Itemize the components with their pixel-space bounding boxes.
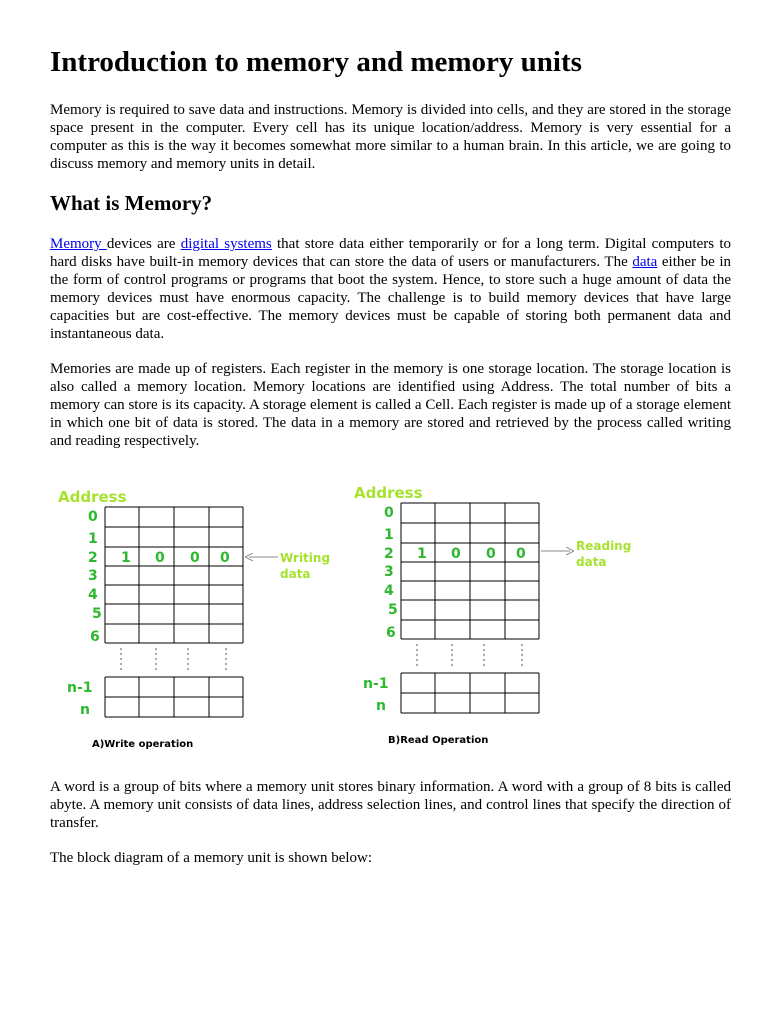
row-label-n-minus-1: n-1: [363, 676, 389, 692]
bit-cell: 0: [486, 546, 496, 562]
page-title: Introduction to memory and memory units: [50, 46, 582, 78]
row-label-5: 5: [92, 606, 102, 622]
row-label-0: 0: [384, 505, 394, 521]
read-caption: B)Read Operation: [388, 735, 489, 746]
address-label: Address: [354, 484, 423, 502]
memory-link[interactable]: Memory: [50, 236, 107, 252]
block-diagram-intro: The block diagram of a memory unit is shown below:: [50, 850, 373, 866]
section-heading: What is Memory?: [50, 191, 213, 215]
row-label-n: n: [376, 698, 386, 714]
row-label-1: 1: [88, 531, 98, 547]
intro-paragraph: Memory is required to save data and instructions. Memory is divided into cells, and they are stored in the storage space present in the computer. Every cell has its unique location/address. Memory is very essential for a computer as this is the way it becomes somewhat more similar to a human brain. In this article, we are going to discuss memory and memory units in detail.: [50, 102, 731, 172]
row-label-3: 3: [88, 568, 98, 584]
read-arrow-label: data: [576, 555, 607, 569]
row-label-n: n: [80, 702, 90, 718]
write-operation-diagram: [58, 488, 330, 750]
row-label-0: 0: [88, 509, 98, 525]
bit-cell: 0: [155, 550, 165, 566]
bit-cell: 1: [417, 546, 427, 562]
row-label-2: 2: [88, 550, 98, 566]
data-link[interactable]: data: [632, 254, 658, 270]
read-arrow-label: Reading: [576, 539, 632, 553]
bit-cell: 1: [121, 550, 131, 566]
word-paragraph: A word is a group of bits where a memory unit stores binary information. A word with a group of 8 bits is called abyte. A memory unit consists of data lines, address selection lines, and control lines that specify the direction of transfer.: [50, 779, 731, 831]
write-arrow-label: data: [280, 567, 311, 581]
bit-cell: 0: [516, 546, 526, 562]
row-label-1: 1: [384, 527, 394, 543]
para2-text-c: either be in the form of control programs or programs that boot the system. Hence, to store such a huge amount of data the memory devices must have enormous capacity. The challenge is to build memory devices that have large capacities but are cost-effective. The memory devices must be capable of storing both permanent data and instantaneous data.: [50, 254, 731, 342]
registers-paragraph: Memories are made up of registers. Each register in the memory is one storage location. The storage location is also called a memory location. Memory locations are identified using Address. The total number of bits a memory can store is its capacity. A storage element is called a Cell. Each register is made up of a storage element in which one bit of data is stored. The data in a memory are stored and retrieved by the process called writing and reading respectively.: [50, 361, 731, 449]
para2-text-b: that store data either temporarily or for a long term. Digital computers to hard disks have built-in memory devices that can store the data of users or manufacturers. The: [50, 236, 731, 270]
bit-cell: 0: [451, 546, 461, 562]
row-label-3: 3: [384, 564, 394, 580]
write-caption: A)Write operation: [92, 739, 194, 750]
bit-cell: 0: [190, 550, 200, 566]
write-arrow-label: Writing: [280, 551, 331, 565]
row-label-5: 5: [388, 602, 398, 618]
row-label-4: 4: [384, 583, 394, 599]
row-label-6: 6: [90, 629, 100, 645]
row-label-6: 6: [386, 625, 396, 641]
address-label: Address: [58, 488, 127, 506]
row-label-n-minus-1: n-1: [67, 680, 93, 696]
para2-text-a: devices are: [106, 236, 181, 252]
read-operation-diagram: [354, 484, 631, 746]
row-label-2: 2: [384, 546, 394, 562]
digital-systems-link[interactable]: digital systems: [180, 236, 272, 252]
row-label-4: 4: [88, 587, 98, 603]
bit-cell: 0: [220, 550, 230, 566]
